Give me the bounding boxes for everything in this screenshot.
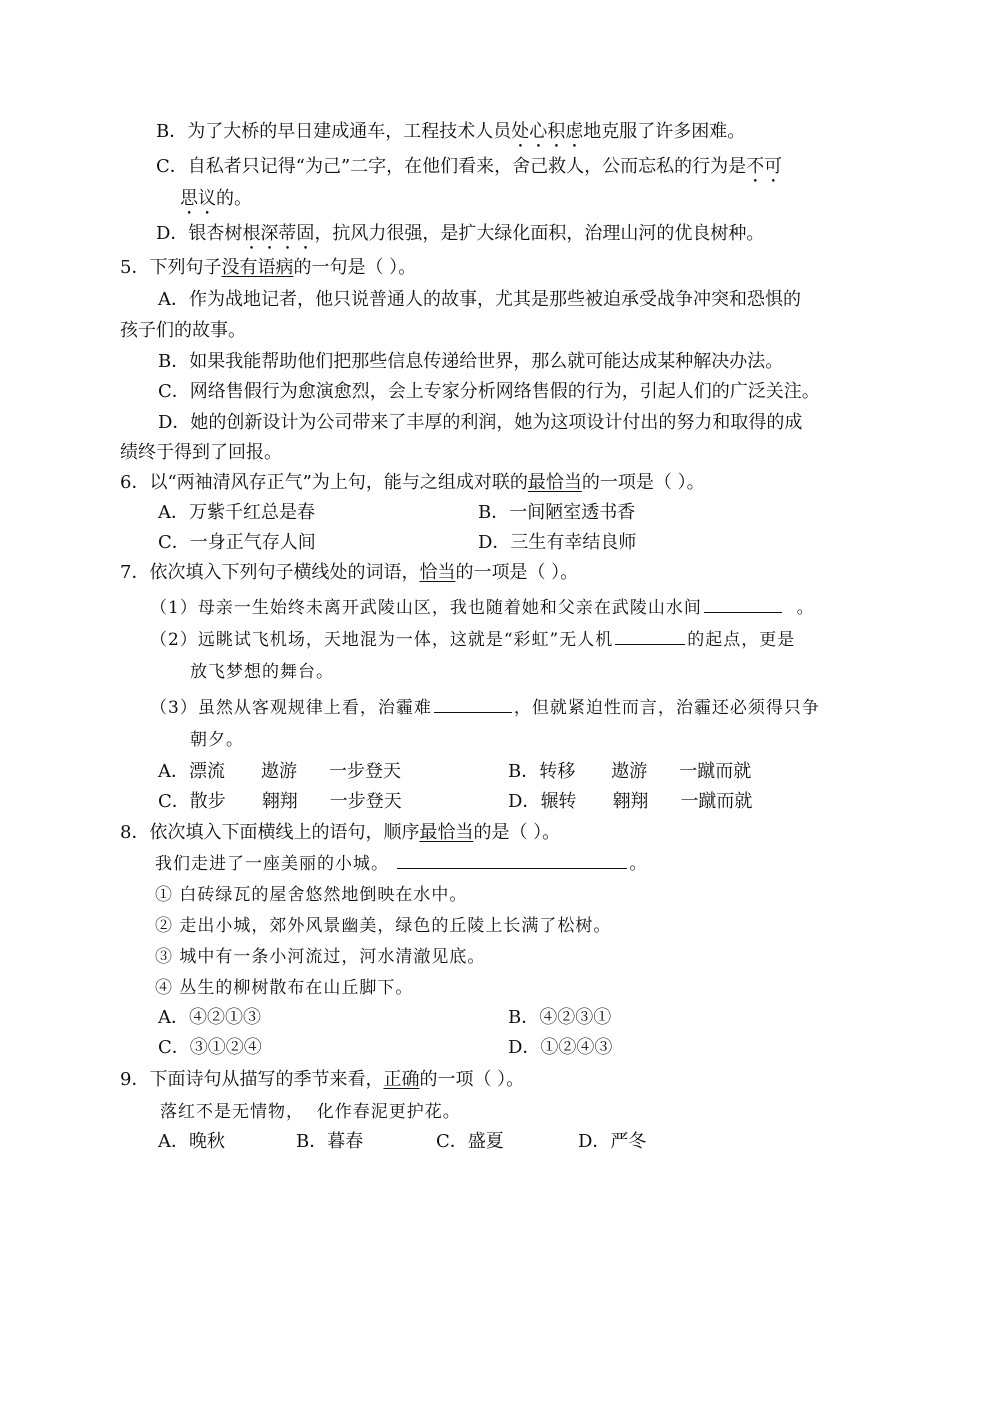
- q7-option-c: C．散步 翱翔 一步登天: [158, 791, 402, 812]
- q8-option-a: A．④②①③: [158, 1007, 261, 1028]
- q5-option-b: B．如果我能帮助他们把那些信息传递给世界，那么就可能达成某种解决办法。: [158, 351, 784, 372]
- q8-option-b: B．④②③①: [508, 1007, 612, 1028]
- q6-option-b: B．一间陋室透书香: [478, 502, 636, 523]
- underlined-keyword: 没有语病: [221, 257, 294, 278]
- q8-item-3: ③ 城中有一条小河流过，河水清澈见底。: [155, 947, 486, 967]
- underlined-keyword: 最恰当: [419, 822, 474, 843]
- q5-option-d: D．她的创新设计为公司带来了丰厚的利润，她为这项设计付出的努力和取得的成: [158, 412, 803, 433]
- q4-option-c: C．自私者只记得“为己”二字，在他们看来，舍己救人，公而忘私的行为是不可: [156, 156, 783, 177]
- dotted-idiom: 根深蒂固: [242, 223, 315, 244]
- q6-option-c: C．一身正气存人间: [158, 532, 316, 553]
- q8-option-d: D．①②④③: [508, 1037, 613, 1058]
- q7-sentence-3: （3）虽然从客观规律上看，治霾难 ，但就紧迫性而言，治霾还必须得只争: [150, 698, 820, 718]
- q7-option-d: D．辗转 翱翔 一蹴而就: [508, 791, 753, 812]
- underlined-keyword: 最恰当: [527, 472, 582, 493]
- q5-option-a: A．作为战地记者，他只说普通人的故事，尤其是那些被迫承受战争冲突和恐惧的: [158, 289, 801, 310]
- q9-option-d: D．严冬: [578, 1131, 647, 1152]
- fill-blank: [704, 596, 782, 613]
- dotted-idiom: 不可: [746, 156, 783, 177]
- q6-stem: 6．以“两袖清风存正气”为上句，能与之组成对联的最恰当的一项是（ ）。: [120, 472, 705, 493]
- fill-blank: [615, 628, 685, 645]
- q8-item-4: ④ 丛生的柳树散布在山丘脚下。: [155, 978, 414, 998]
- q7-option-b: B．转移 遨游 一蹴而就: [508, 761, 752, 782]
- dotted-idiom: 处心积虑: [511, 121, 584, 142]
- q9-stem: 9．下面诗句从描写的季节来看，正确的一项（ ）。: [120, 1069, 525, 1090]
- q6-option-a: A．万紫千红总是春: [158, 502, 315, 523]
- underlined-keyword: 正确: [383, 1069, 420, 1090]
- fill-blank: [434, 696, 512, 713]
- q5-option-a-cont: 孩子们的故事。: [120, 320, 246, 341]
- dotted-idiom: 思议: [180, 188, 216, 209]
- q8-item-2: ② 走出小城，郊外风景幽美，绿色的丘陵上长满了松树。: [155, 916, 612, 936]
- q7-sentence-3-cont: 朝夕。: [190, 730, 244, 750]
- q8-option-c: C．③①②④: [158, 1037, 262, 1058]
- q4-option-b: B．为了大桥的早日建成通车，工程技术人员处心积虑地克服了许多困难。: [156, 121, 746, 142]
- underlined-keyword: 恰当: [419, 562, 456, 583]
- q7-sentence-2: （2）远眺试飞机场，天地混为一体，这就是“彩虹”无人机 的起点，更是: [150, 630, 796, 650]
- q7-sentence-1: （1）母亲一生始终未离开武陵山区，我也随着她和父亲在武陵山水间 。: [150, 598, 815, 618]
- q9-option-a: A．晚秋: [158, 1131, 225, 1152]
- q7-stem: 7．依次填入下列句子横线处的词语，恰当的一项是（ ）。: [120, 562, 579, 583]
- q5-option-d-cont: 绩终于得到了回报。: [120, 442, 282, 463]
- q5-option-c: C．网络售假行为愈演愈烈，会上专家分析网络售假的行为，引起人们的广泛关注。: [158, 381, 820, 402]
- fill-blank: [397, 852, 627, 869]
- q9-option-c: C．盛夏: [436, 1131, 504, 1152]
- q5-stem: 5．下列句子没有语病的一句是（ ）。: [120, 257, 417, 278]
- q7-option-a: A．漂流 遨游 一步登天: [158, 761, 401, 782]
- q8-intro: 我们走进了一座美丽的小城。 。: [155, 854, 648, 874]
- q4-option-d: D．银杏树根深蒂固，抗风力很强，是扩大绿化面积，治理山河的优良树种。: [156, 223, 765, 244]
- q4-option-c-cont: 思议的。: [180, 188, 252, 209]
- q8-stem: 8．依次填入下面横线上的语句，顺序最恰当的是（ ）。: [120, 822, 561, 843]
- q8-item-1: ① 白砖绿瓦的屋舍悠然地倒映在水中。: [155, 885, 468, 905]
- q9-poem: 落红不是无情物， 化作春泥更护花。: [160, 1102, 461, 1122]
- q9-option-b: B．暮春: [296, 1131, 364, 1152]
- q7-sentence-2-cont: 放飞梦想的舞台。: [190, 662, 334, 682]
- q6-option-d: D．三生有幸结良师: [478, 532, 637, 553]
